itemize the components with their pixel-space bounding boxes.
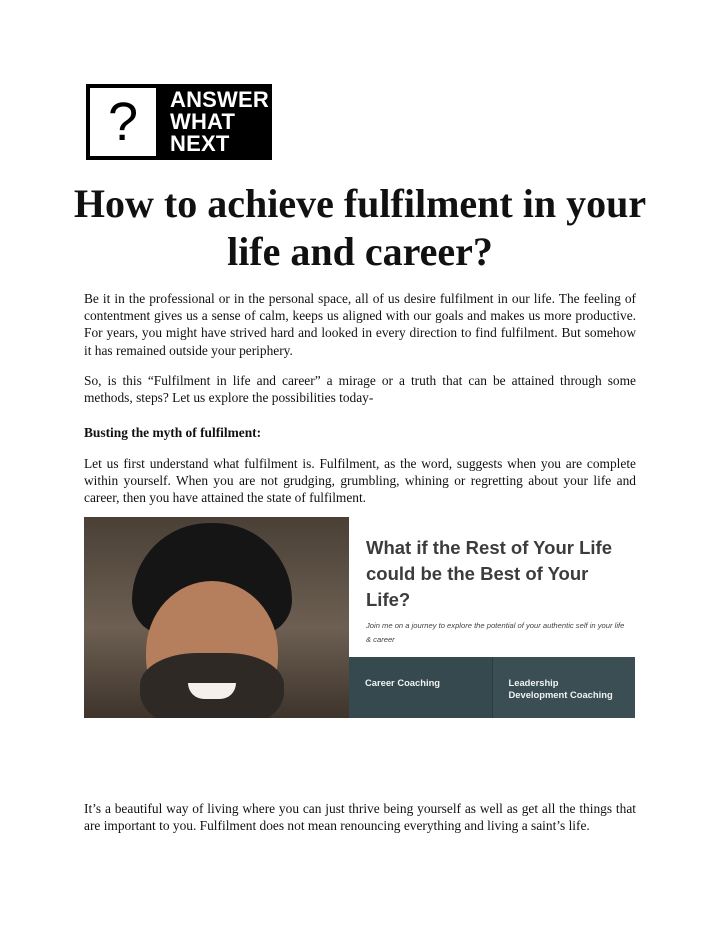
leadership-coaching-link: Leadership Development Coaching bbox=[492, 657, 636, 718]
logo-line-1: ANSWER bbox=[170, 87, 269, 112]
career-coaching-link: Career Coaching bbox=[365, 677, 441, 688]
logo-line-2: WHAT bbox=[170, 109, 236, 134]
banner-services-bar bbox=[349, 657, 635, 718]
banner-headline: What if the Rest of Your Life could be the Best of Your Life? bbox=[366, 537, 612, 610]
coach-portrait-photo bbox=[84, 517, 349, 718]
banner-subtext: Join me on a journey to explore the potential of your authentic self in your life & career bbox=[366, 621, 625, 644]
section-heading: Busting the myth of fulfilment: bbox=[84, 425, 262, 440]
question-mark-icon: ? bbox=[90, 88, 156, 156]
definition-paragraph: Let us first understand what fulfilment is. Fulfilment, as the word, suggests when you are complete within yourself. When you are not grudging, grumbling, whining or regretting about your life and career, then you have attained the state of fulfilment. bbox=[84, 456, 636, 506]
logo-line-3: NEXT bbox=[170, 131, 230, 156]
intro-paragraph: Be it in the professional or in the personal space, all of us desire fulfilment in our life. The feeling of contentment gives us a sense of calm, keeps us aligned with our goals and makes us more productive. For years, you might have strived hard and looked in every direction to find fulfilment. But somehow it has remained outside your periphery. bbox=[84, 291, 636, 358]
coaching-banner-image bbox=[84, 517, 635, 718]
question-paragraph: So, is this “Fulfilment in life and career” a mirage or a truth that can be attained through some methods, steps? Let us explore the possibilities today- bbox=[84, 373, 636, 406]
answer-what-next-logo bbox=[86, 84, 272, 160]
page-title: How to achieve fulfilment in your life and career? bbox=[73, 181, 647, 274]
banner-text-block bbox=[366, 535, 626, 647]
closing-paragraph: It’s a beautiful way of living where you can just thrive being yourself as well as get all the things that are important to you. Fulfilment does not mean renouncing everything and living a saint’s life. bbox=[84, 801, 636, 834]
logo-wordmark bbox=[156, 84, 269, 160]
